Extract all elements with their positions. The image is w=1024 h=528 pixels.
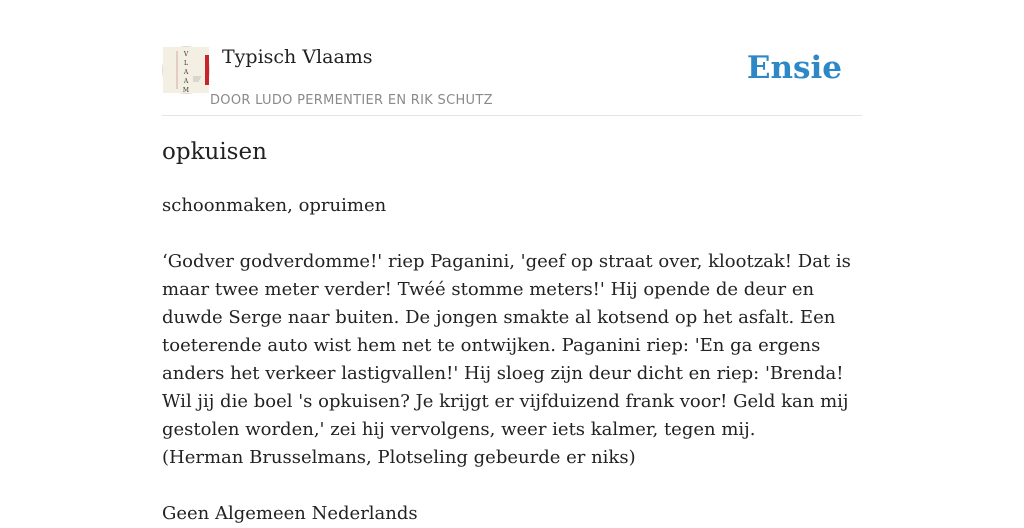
entry-language-note: Geen Algemeen Nederlands — [162, 503, 418, 524]
book-cover-icon[interactable] — [162, 46, 210, 94]
entry-quote-source: (Herman Brusselmans, Plotseling gebeurde er niks) — [162, 447, 636, 468]
svg-text:M: M — [182, 87, 190, 94]
book-title[interactable]: Typisch Vlaams — [222, 46, 373, 68]
paragraph-spacer — [162, 472, 862, 500]
page-container — [162, 0, 862, 524]
entry-meaning: schoonmaken, opruimen — [162, 195, 387, 216]
book-cover-graphic — [163, 47, 209, 93]
entry-definition — [162, 192, 862, 528]
svg-text:L: L — [184, 60, 188, 67]
svg-text:A: A — [183, 69, 189, 76]
paragraph-spacer — [162, 220, 862, 248]
svg-text:A: A — [183, 78, 189, 85]
entry-quote: ‘Godver godverdomme!' riep Paganini, 'geef op straat over, klootzak! Dat is maar twee meter verder! Twéé stomme meters!' Hij opende de deur en duwde Serge naar buiten. De jongen smakte al kotsend op het asfalt. Een toeterende auto wist hem net te ontwijken. Paganini riep: 'En ga ergens anders het verkeer lastigvallen!' Hij sloeg zijn deur dicht en riep: 'Brenda! Wil jij die boel 's opkuisen? Je krijgt er vijfduizend frank voor! Geld kan mij gestolen worden,' zei hij vervolgens, weer iets kalmer, tegen mij. — [162, 251, 851, 440]
header — [162, 0, 862, 116]
ensie-logo-link[interactable]: Ensie — [746, 50, 842, 86]
entry-term: opkuisen — [162, 139, 267, 165]
svg-text:V: V — [183, 51, 189, 58]
book-authors: DOOR LUDO PERMENTIER EN RIK SCHUTZ — [210, 93, 493, 108]
